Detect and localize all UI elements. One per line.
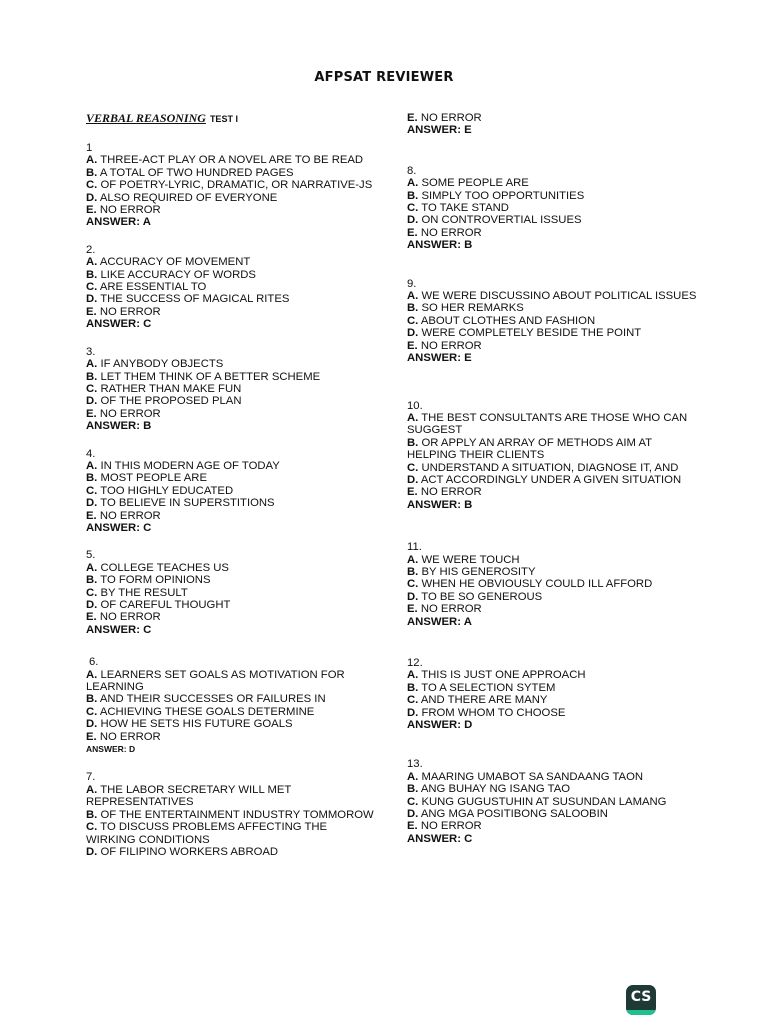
question-number: 6.: [89, 656, 99, 669]
answer-option: [86, 599, 376, 611]
option-text: OF POETRY-LYRIC, DRAMATIC, OR NARRATIVE-JS: [100, 179, 373, 192]
answer-option: [407, 771, 697, 783]
answer-key: ANSWER: B: [407, 498, 473, 511]
option-text: THIS IS JUST ONE APPROACH: [421, 669, 586, 682]
option-text: ACHIEVING THESE GOALS DETERMINE: [99, 705, 315, 718]
answer-key: ANSWER: C: [407, 832, 473, 845]
question-number: 8.: [407, 164, 417, 177]
answer-option: [86, 408, 376, 420]
section-name: VERBAL REASONING: [86, 111, 206, 125]
answer-option: [86, 179, 376, 191]
option-text: ON CONTROVERTIAL ISSUES: [421, 214, 582, 227]
section-test-label: TEST I: [209, 114, 238, 124]
camscanner-logo-icon: [626, 985, 656, 1015]
answer-option: [86, 358, 376, 370]
answer-option: [86, 204, 376, 216]
answer-option: [86, 587, 376, 599]
option-text: ACT ACCORDINGLY UNDER A GIVEN SITUATION: [420, 473, 682, 486]
option-letter: A.: [86, 256, 98, 269]
option-text: NO ERROR: [99, 730, 161, 743]
answer-option: [407, 808, 697, 820]
option-letter: A.: [407, 177, 419, 190]
option-letter: E.: [86, 509, 97, 522]
answer-key: ANSWER: E: [407, 124, 472, 137]
option-text: WE WERE DISCUSSINO ABOUT POLITICAL ISSUES: [421, 290, 697, 303]
option-letter: C.: [407, 314, 419, 327]
answer-option: [86, 383, 376, 395]
question-number: 4.: [86, 447, 96, 460]
answer-option: [86, 154, 376, 166]
question-block: [407, 541, 697, 628]
answer-option: [407, 340, 697, 352]
option-text: NO ERROR: [420, 603, 482, 616]
option-letter: E.: [86, 204, 97, 217]
option-letter: C.: [407, 461, 419, 474]
option-text: NO ERROR: [420, 339, 482, 352]
option-letter: D.: [407, 590, 419, 603]
answer-option: [86, 281, 376, 293]
answer-option: [407, 603, 697, 615]
answer-option: [86, 784, 376, 809]
logo-stripe: [626, 1010, 656, 1015]
option-text: COLLEGE TEACHES US: [100, 561, 229, 574]
answer-option: [86, 472, 376, 484]
option-letter: B.: [86, 693, 98, 706]
option-letter: E.: [407, 226, 418, 239]
option-text: NO ERROR: [420, 112, 482, 124]
option-text: ABOUT CLOTHES AND FASHION: [420, 314, 596, 327]
option-text: OF CAREFUL THOUGHT: [100, 599, 231, 611]
question-number: 5.: [86, 549, 96, 562]
option-letter: D.: [407, 706, 419, 719]
option-text: THE BEST CONSULTANTS ARE THOSE WHO CAN SUGGEST: [407, 411, 688, 437]
answer-option: [407, 202, 697, 214]
answer-option: [86, 718, 376, 730]
answer-option: [86, 669, 376, 694]
option-letter: C.: [407, 202, 419, 215]
question-block: [86, 142, 376, 229]
answer-option: [86, 497, 376, 509]
logo-text: CS: [630, 989, 652, 1005]
option-letter: B.: [86, 808, 98, 821]
option-letter: D.: [86, 395, 98, 408]
option-letter: B.: [407, 302, 419, 315]
answer-key: ANSWER: D: [407, 719, 473, 732]
option-letter: A.: [407, 770, 419, 783]
option-letter: C.: [407, 578, 419, 591]
answer-option: [86, 611, 376, 623]
option-letter: D.: [407, 473, 419, 486]
option-letter: C.: [86, 179, 98, 192]
option-letter: D.: [86, 293, 98, 306]
answer-key: ANSWER: E: [407, 352, 472, 365]
option-text: SO HER REMARKS: [421, 302, 524, 315]
answer-option: [86, 821, 376, 846]
answer-option: [407, 591, 697, 603]
option-text: NO ERROR: [420, 486, 482, 499]
option-letter: A.: [407, 411, 419, 424]
answer-option: [407, 783, 697, 795]
option-letter: C.: [407, 694, 419, 707]
option-letter: D.: [86, 599, 98, 611]
option-letter: B.: [407, 681, 419, 694]
option-letter: B.: [407, 189, 419, 202]
option-letter: E.: [407, 820, 418, 833]
option-text: THREE-ACT PLAY OR A NOVEL ARE TO BE READ: [100, 154, 364, 167]
option-text: SIMPLY TOO OPPORTUNITIES: [421, 189, 585, 202]
option-text: NO ERROR: [99, 305, 161, 318]
answer-option: [407, 554, 697, 566]
option-text: FROM WHOM TO CHOOSE: [421, 706, 566, 719]
question-block: [86, 771, 376, 858]
option-text: TO TAKE STAND: [421, 202, 509, 215]
option-letter: A.: [86, 154, 98, 167]
answer-option: [86, 192, 376, 204]
answer-option: [407, 190, 697, 202]
answer-key: ANSWER: A: [407, 615, 472, 628]
option-text: LIKE ACCURACY OF WORDS: [100, 268, 256, 281]
option-letter: D.: [86, 845, 98, 858]
answer-option: [86, 395, 376, 407]
option-text: UNDERSTAND A SITUATION, DIAGNOSE IT, AND: [421, 461, 679, 474]
question-block: [407, 112, 697, 137]
answer-option: [86, 485, 376, 497]
option-letter: C.: [86, 484, 98, 497]
option-text: ARE ESSENTIAL TO: [99, 281, 207, 294]
question-number: 10.: [407, 399, 423, 412]
answer-option: [407, 327, 697, 339]
question-number: 13.: [407, 758, 423, 771]
option-text: TO A SELECTION SYTEM: [421, 681, 556, 694]
option-letter: C.: [407, 795, 419, 808]
question-number: 2.: [86, 243, 96, 256]
option-text: TO BELIEVE IN SUPERSTITIONS: [100, 497, 275, 510]
answer-option: [407, 694, 697, 706]
answer-option: [407, 302, 697, 314]
section-header: [86, 112, 376, 126]
answer-option: [86, 706, 376, 718]
option-letter: A.: [86, 668, 98, 681]
option-letter: D.: [407, 327, 419, 340]
option-letter: C.: [86, 705, 98, 718]
option-letter: E.: [407, 486, 418, 499]
question-block: [86, 346, 376, 433]
answer-key: ANSWER: B: [86, 420, 152, 433]
option-letter: B.: [86, 472, 98, 485]
answer-option: [86, 510, 376, 522]
option-letter: B.: [407, 565, 419, 578]
option-letter: C.: [86, 821, 98, 834]
answer-key: ANSWER: A: [86, 216, 151, 229]
question-list-left: [86, 142, 376, 858]
answer-option: [86, 731, 376, 743]
option-text: MOST PEOPLE ARE: [100, 472, 207, 485]
option-text: ANG MGA POSITIBONG SALOOBIN: [420, 808, 608, 821]
option-letter: B.: [86, 166, 98, 179]
option-letter: B.: [86, 370, 98, 383]
option-letter: C.: [86, 586, 98, 599]
option-text: WHEN HE OBVIOUSLY COULD ILL AFFORD: [421, 578, 653, 591]
answer-option: [407, 707, 697, 719]
option-text: HOW HE SETS HIS FUTURE GOALS: [100, 718, 293, 731]
question-number: 12.: [407, 657, 423, 669]
answer-key: ANSWER: B: [407, 239, 473, 252]
option-letter: B.: [407, 783, 419, 796]
option-text: NO ERROR: [99, 407, 161, 420]
option-text: NO ERROR: [420, 226, 482, 239]
option-letter: C.: [86, 382, 98, 395]
question-block: [407, 165, 697, 252]
option-text: OF FILIPINO WORKERS ABROAD: [100, 845, 279, 858]
answer-option: [407, 486, 697, 498]
option-text: IN THIS MODERN AGE OF TODAY: [100, 459, 280, 472]
option-text: TO BE SO GENEROUS: [421, 590, 543, 603]
option-text: LEARNERS SET GOALS AS MOTIVATION FOR LEARNING: [86, 668, 345, 694]
answer-option: [407, 669, 697, 681]
answer-option: [407, 214, 697, 226]
option-text: NO ERROR: [99, 611, 161, 624]
option-text: AND THERE ARE MANY: [420, 694, 548, 707]
question-block: [407, 657, 697, 731]
option-letter: D.: [86, 497, 98, 510]
option-text: ACCURACY OF MOVEMENT: [99, 256, 251, 269]
option-letter: D.: [407, 808, 419, 821]
answer-option: [407, 437, 697, 462]
option-letter: A.: [407, 669, 419, 682]
option-letter: E.: [407, 339, 418, 352]
option-text: WERE COMPLETELY BESIDE THE POINT: [421, 327, 642, 340]
option-text: OF THE ENTERTAINMENT INDUSTRY TOMMOROW: [100, 808, 374, 821]
option-text: ANG BUHAY NG ISANG TAO: [420, 783, 571, 796]
option-text: KUNG GUGUSTUHIN AT SUSUNDAN LAMANG: [421, 795, 667, 808]
question-block: [86, 549, 376, 636]
option-letter: B.: [407, 436, 419, 449]
answer-option: [407, 315, 697, 327]
option-text: MAARING UMABOT SA SANDAANG TAON: [421, 770, 644, 783]
option-text: IF ANYBODY OBJECTS: [100, 358, 224, 371]
option-text: RATHER THAN MAKE FUN: [100, 382, 242, 395]
page-title: AFPSAT REVIEWER: [314, 70, 454, 85]
right-column: [407, 112, 697, 845]
option-letter: A.: [86, 459, 98, 472]
answer-option: [86, 167, 376, 179]
option-text: TOO HIGHLY EDUCATED: [100, 484, 234, 497]
option-text: ALSO REQUIRED OF EVERYONE: [99, 191, 278, 204]
option-text: THE SUCCESS OF MAGICAL RITES: [100, 293, 290, 306]
answer-option: [86, 460, 376, 472]
option-text: THE LABOR SECRETARY WILL MET REPRESENTATIVES: [86, 783, 292, 809]
option-text: NO ERROR: [420, 820, 482, 833]
option-text: LET THEM THINK OF A BETTER SCHEME: [100, 370, 321, 383]
option-letter: A.: [86, 561, 98, 574]
option-letter: E.: [86, 730, 97, 743]
answer-option: [407, 290, 697, 302]
answer-option: [86, 809, 376, 821]
option-letter: D.: [407, 214, 419, 227]
answer-option: [86, 574, 376, 586]
answer-option: [407, 796, 697, 808]
option-letter: B.: [86, 268, 98, 281]
answer-option: [86, 693, 376, 705]
option-letter: E.: [86, 305, 97, 318]
answer-option: [407, 177, 697, 189]
question-block: [407, 278, 697, 365]
answer-option: [86, 846, 376, 858]
answer-option: [407, 682, 697, 694]
answer-option: [86, 371, 376, 383]
left-column: [86, 112, 376, 858]
question-number: 7.: [86, 771, 96, 784]
option-text: TO DISCUSS PROBLEMS AFFECTING THE WIRKING CONDITIONS: [86, 821, 328, 846]
answer-option: [407, 227, 697, 239]
option-text: AND THEIR SUCCESSES OR FAILURES IN: [99, 693, 326, 706]
option-text: OR APPLY AN ARRAY OF METHODS AIM AT HELPING THEIR CLIENTS: [407, 436, 652, 462]
option-letter: E.: [86, 611, 97, 624]
answer-key: ANSWER: D: [86, 744, 136, 755]
option-letter: A.: [407, 553, 419, 566]
answer-option: [407, 566, 697, 578]
question-number: 1: [86, 142, 93, 154]
option-letter: D.: [86, 718, 98, 731]
option-text: NO ERROR: [99, 509, 161, 522]
answer-option: [407, 820, 697, 832]
answer-option: [407, 578, 697, 590]
question-block: [86, 244, 376, 331]
answer-key: ANSWER: C: [86, 318, 152, 331]
question-number: 3.: [86, 345, 96, 358]
answer-option: [407, 112, 697, 124]
option-text: BY HIS GENEROSITY: [421, 565, 536, 578]
question-list-right: [407, 112, 697, 845]
option-letter: B.: [86, 574, 98, 587]
answer-key: ANSWER: C: [86, 521, 152, 534]
option-text: TO FORM OPINIONS: [100, 574, 211, 587]
answer-option: [407, 412, 697, 437]
answer-option: [407, 462, 697, 474]
option-text: SOME PEOPLE ARE: [421, 177, 529, 190]
option-text: A TOTAL OF TWO HUNDRED PAGES: [99, 166, 294, 179]
option-text: OF THE PROPOSED PLAN: [100, 395, 242, 408]
option-text: WE WERE TOUCH: [421, 553, 520, 566]
option-letter: A.: [86, 358, 98, 371]
question-block: [86, 656, 376, 755]
question-block: [407, 400, 697, 512]
answer-key: ANSWER: C: [86, 623, 152, 636]
answer-option: [86, 256, 376, 268]
option-letter: D.: [86, 191, 98, 204]
option-letter: A.: [407, 290, 419, 303]
question-block: [407, 758, 697, 845]
question-block: [86, 448, 376, 535]
option-letter: E.: [86, 407, 97, 420]
option-letter: E.: [407, 603, 418, 616]
option-text: NO ERROR: [99, 204, 161, 217]
answer-option: [86, 306, 376, 318]
answer-option: [86, 269, 376, 281]
question-number: 9.: [407, 277, 417, 290]
option-letter: E.: [407, 112, 418, 124]
option-text: BY THE RESULT: [100, 586, 188, 599]
option-letter: C.: [86, 281, 98, 294]
option-letter: A.: [86, 783, 98, 796]
question-number: 11.: [407, 541, 422, 554]
answer-option: [86, 562, 376, 574]
answer-option: [407, 474, 697, 486]
answer-option: [86, 293, 376, 305]
